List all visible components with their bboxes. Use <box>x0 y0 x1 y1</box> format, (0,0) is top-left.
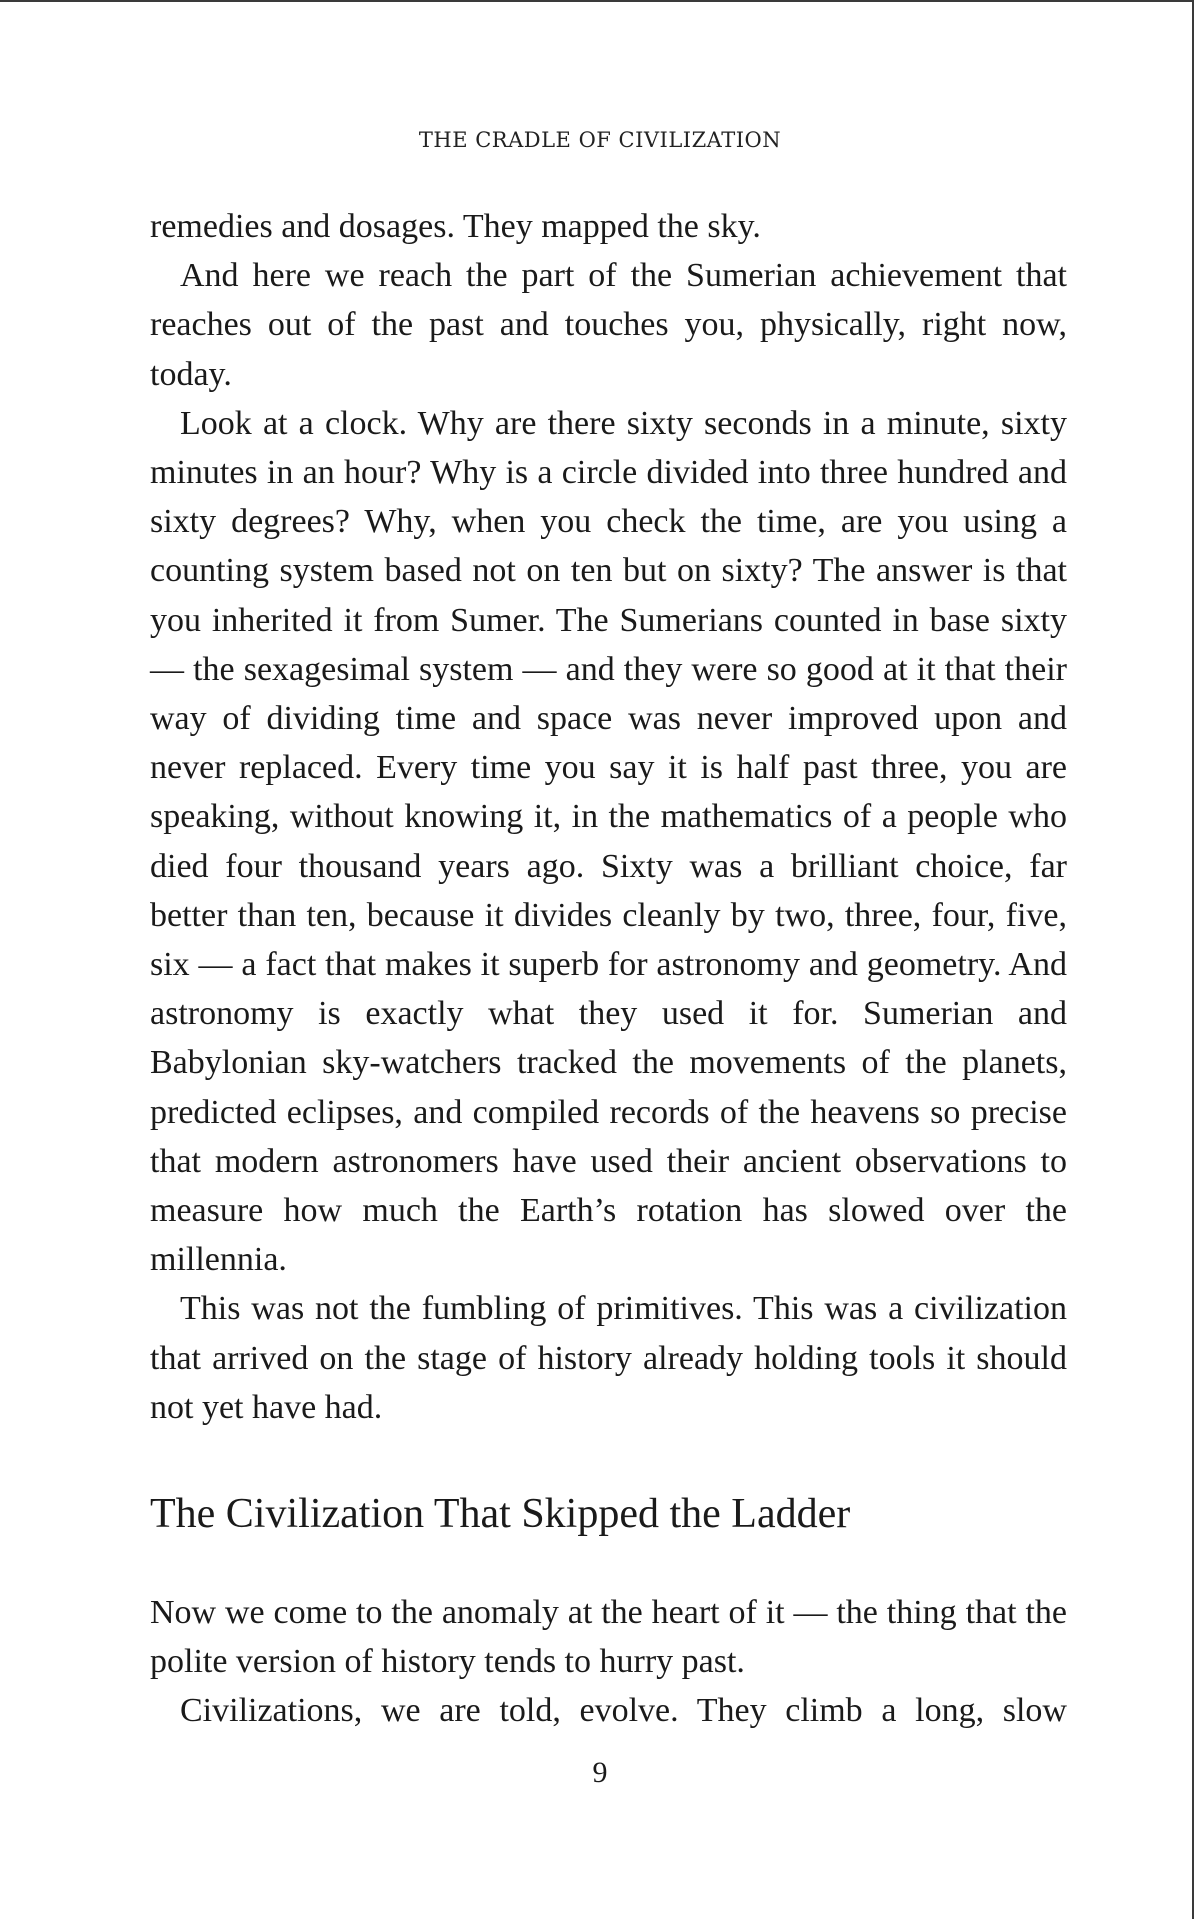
paragraph-2: And here we reach the part of the Sumerian achievement that reaches out of the past and touches you, physically, right now, today. <box>150 257 1067 393</box>
paragraph-1: remedies and dosages. They mapped the sky. <box>150 208 761 245</box>
section-heading: The Civilization That Skipped the Ladder <box>150 1491 851 1538</box>
page-number: 9 <box>592 1756 608 1789</box>
body-text <box>150 202 1067 1736</box>
paragraph-5: Now we come to the anomaly at the heart of it — the thing that the polite version of history tends to hurry past. <box>150 1594 1067 1681</box>
paragraph-3: Look at a clock. Why are there sixty seconds in a minute, sixty minutes in an hour? Why is a circle divided into three hundred and sixty degrees? Why, when you check the time, are you using a counting system based not on ten but on sixty? The answer is that you inherited it from Sumer. The Sumerians counted in base sixty — the sexagesimal system — and they were so good at it that their way of dividing time and space was never improved upon and never replaced. Every time you say it is half past three, you are speaking, without knowing it, in the mathematics of a people who died four thousand years ago. Sixty was a brilliant choice, far better than ten, because it divides cleanly by two, three, four, five, six — a fact that makes it superb for astronomy and geometry. And astronomy is exactly what they used it for. Sumerian and Babylonian sky-watchers tracked the movements of the planets, predicted eclipses, and compiled records of the heavens so precise that modern astronomers have used their ancient observations to measure how much the Earth’s rotation has slowed over the millennia. <box>150 404 1067 1279</box>
paragraph-4: This was not the fumbling of primitives. This was a civilization that arrived on the stage of history already holding tools it should not yet have had. <box>150 1290 1067 1426</box>
running-head: THE CRADLE OF CIVILIZATION <box>418 128 782 152</box>
paragraph-6: Civilizations, we are told, evolve. They climb a long, slow <box>180 1692 1067 1730</box>
